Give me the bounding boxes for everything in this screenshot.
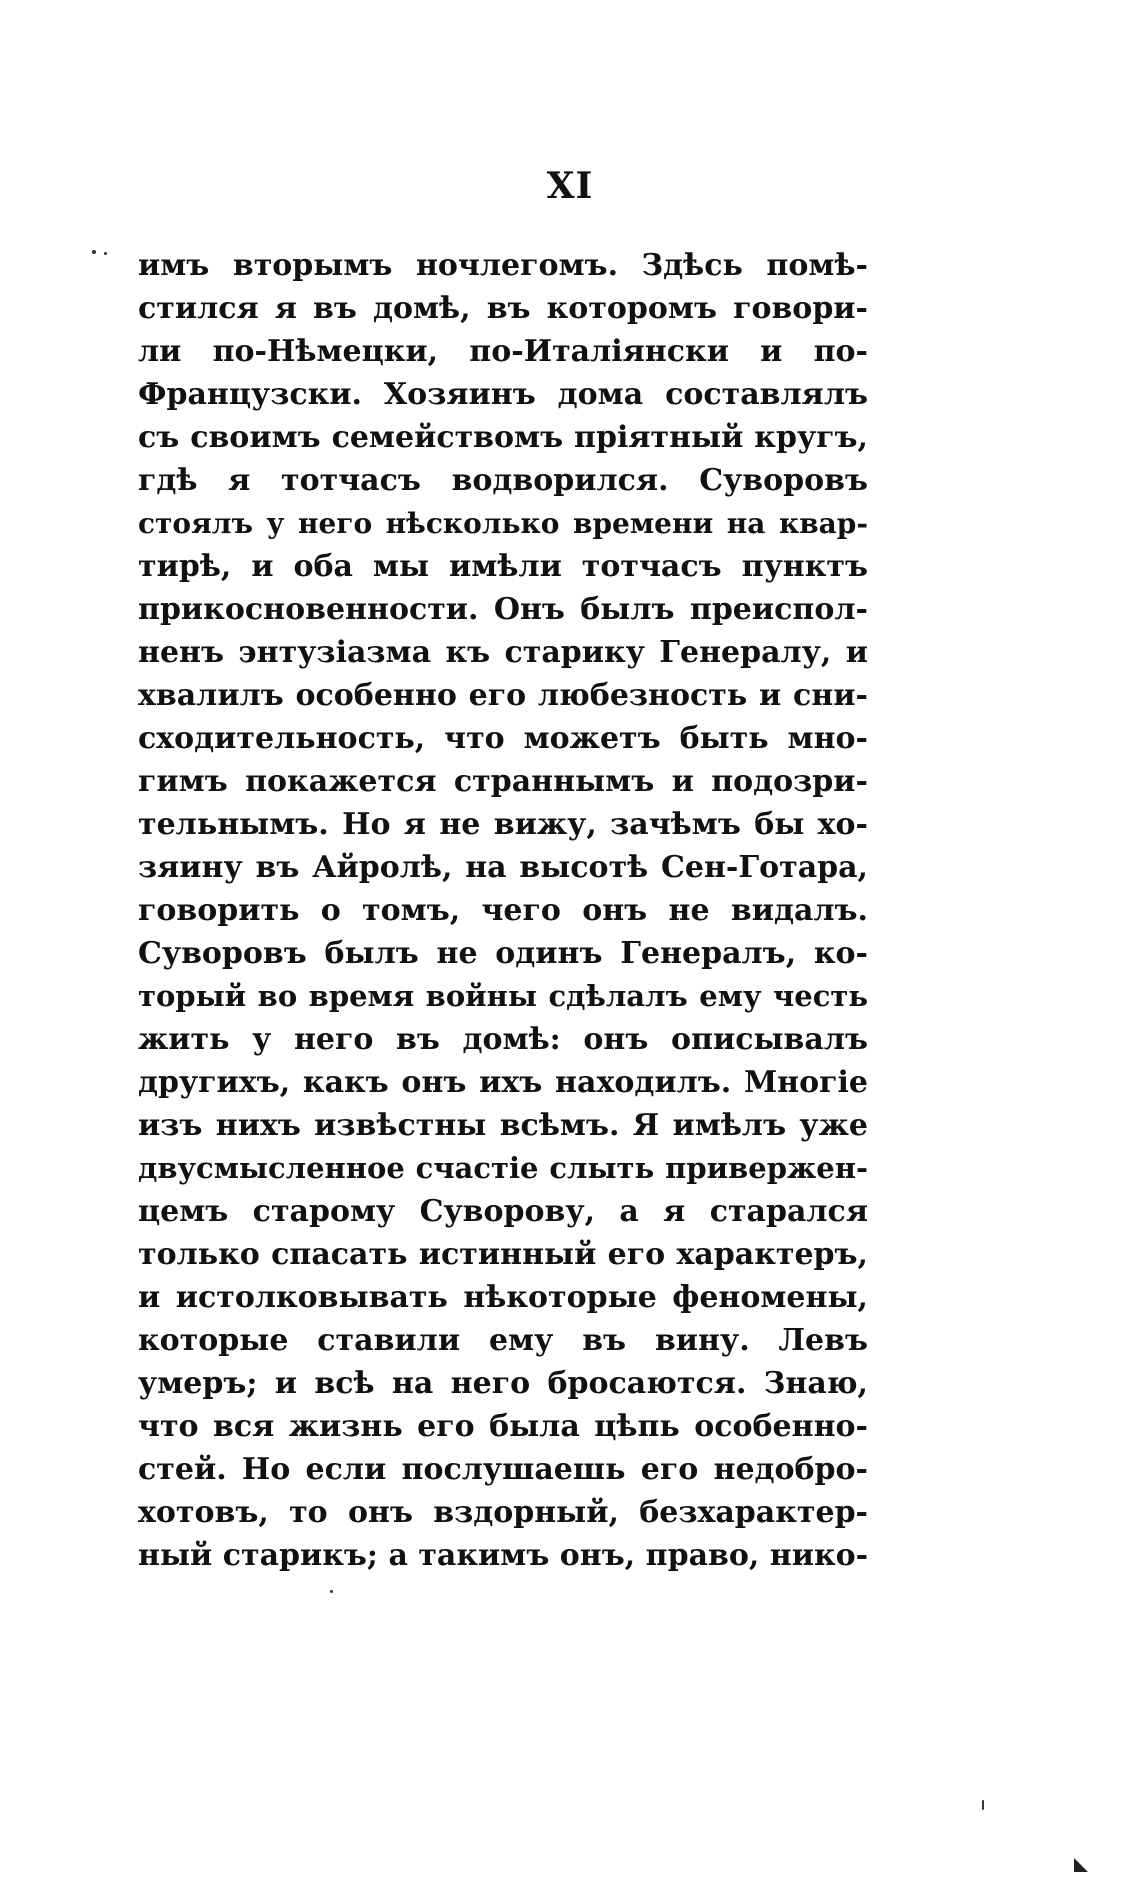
text-line: умеръ; и всѣ на него бросаются. Знаю, [138,1366,868,1401]
text-line: другихъ, какъ онъ ихъ находилъ. Многіе [138,1065,868,1100]
text-line: цемъ старому Суворову, а я старался [138,1194,868,1229]
text-line: гдѣ я тотчасъ водворился. Суворовъ [138,463,868,498]
text-line: имъ вторымъ ночлегомъ. Здѣсь помѣ- [138,248,868,283]
text-line: изъ нихъ извѣстны всѣмъ. Я имѣлъ уже [138,1108,868,1143]
text-line: Французски. Хозяинъ дома составлялъ [138,377,868,412]
scan-corner-mark [1074,1858,1088,1872]
text-line: хвалилъ особенно его любезность и сни- [138,678,868,713]
text-line: тельнымъ. Но я не вижу, зачѣмъ бы хо- [138,807,868,842]
scan-speck [104,252,107,255]
text-line: тирѣ, и оба мы имѣли тотчасъ пунктъ [138,549,868,584]
text-line: стился я въ домѣ, въ которомъ говори- [138,291,868,326]
body-text [138,244,868,1577]
text-line: Суворовъ былъ не одинъ Генералъ, ко- [138,936,868,971]
text-line: говорить о томъ, чего онъ не видалъ. [138,893,868,928]
text-line: зяину въ Айролѣ, на высотѣ Сен-Готара, [138,850,868,885]
text-line: сходительность, что можетъ быть мно- [138,721,868,756]
text-line: что вся жизнь его была цѣпь особенно- [138,1409,868,1444]
text-line: которые ставили ему въ вину. Левъ [138,1323,868,1358]
text-line: ный старикъ; а такимъ онъ, право, нико- [138,1538,868,1573]
text-line: стей. Но если послушаешь его недобро- [138,1452,868,1487]
text-line: прикосновенности. Онъ былъ преиспол- [138,592,868,627]
text-line: жить у него въ домѣ: онъ описывалъ [138,1022,868,1057]
text-line: ненъ энтузіазма къ старику Генералу, и [138,635,868,670]
text-line: ли по-Нѣмецки, по-Италіянски и по- [138,334,868,369]
scan-speck [330,1590,333,1593]
scan-speck [92,250,96,254]
text-line: съ своимъ семействомъ пріятный кругъ, [138,420,868,455]
text-line: двусмысленное счастіе слыть привержен- [138,1151,868,1185]
text-line: хотовъ, то онъ вздорный, безхарактер- [138,1495,868,1530]
page-number: XI [546,165,594,207]
text-line: только спасать истинный его характеръ, [138,1237,868,1272]
text-line: торый во время войны сдѣлалъ ему честь [138,979,868,1013]
text-line: гимъ покажется страннымъ и подозри- [138,764,868,799]
text-line: и истолковывать нѣкоторые феномены, [138,1280,868,1315]
scan-speck [982,1800,984,1810]
text-line: стоялъ у него нѣсколько времени на квар- [138,507,868,540]
